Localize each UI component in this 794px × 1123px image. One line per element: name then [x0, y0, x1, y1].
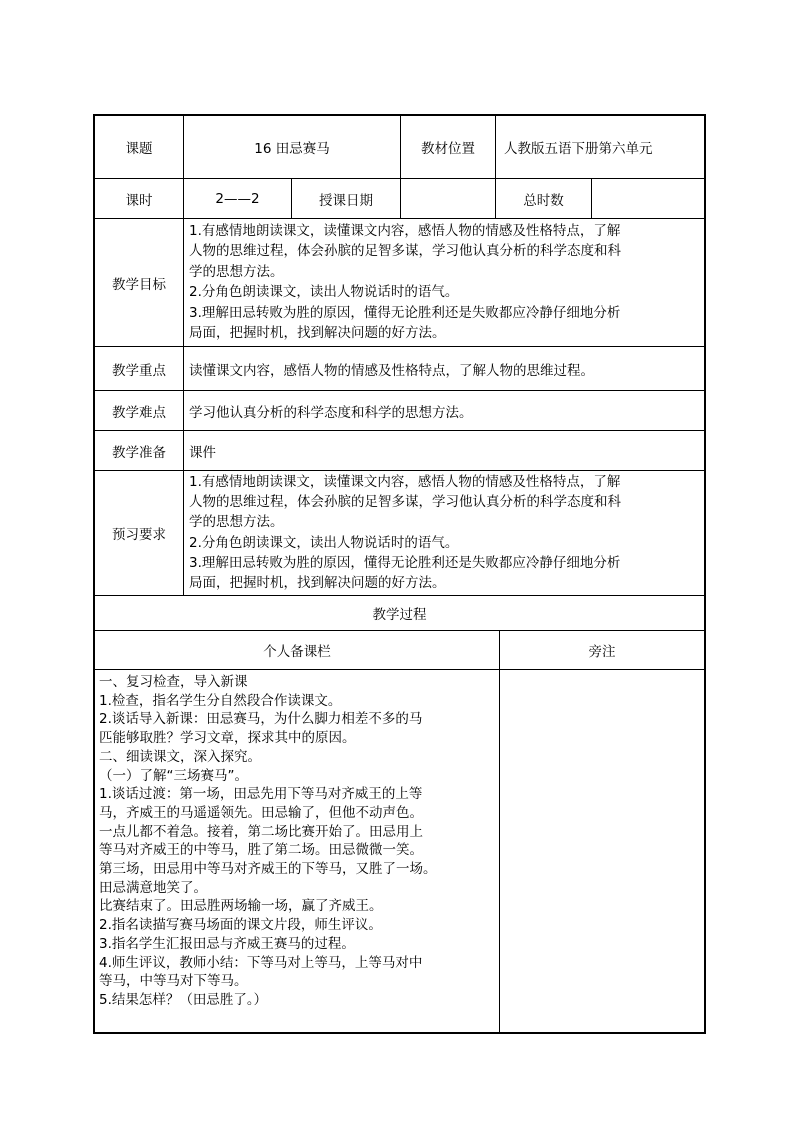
process-line: 3.指名学生汇报田忌与齐威王赛马的过程。 — [99, 935, 355, 952]
goals-line: 人物的思维过程，体会孙膑的足智多谋，学习他认真分析的科学态度和科 — [189, 243, 621, 260]
total-value — [592, 179, 704, 218]
period-value: 2——2 — [215, 190, 260, 207]
key-points-value: 读懂课文内容，感悟人物的情感及性格特点，了解人物的思维过程。 — [189, 362, 594, 379]
goals-line: 学的思想方法。 — [189, 263, 284, 280]
col-main-header: 个人备课栏 — [263, 644, 331, 660]
goals-label: 教学目标 — [112, 276, 166, 293]
process-title: 教学过程 — [372, 607, 427, 623]
topic-label: 课题 — [125, 141, 153, 157]
goals-text — [189, 221, 621, 343]
process-line: 5.结果怎样？（田忌胜了。） — [99, 991, 268, 1008]
preview-line: 学的思想方法。 — [189, 514, 284, 531]
goals-line: 局面，把握时机，找到解决问题的好方法。 — [189, 325, 446, 342]
preview-label: 预习要求 — [112, 527, 166, 543]
process-line: 比赛结束了。田忌胜两场输一场，赢了齐威王。 — [99, 898, 383, 915]
notes-cell — [500, 670, 704, 1032]
process-line: 2.指名读描写赛马场面的课文片段，师生评议。 — [99, 917, 382, 934]
preparation-value: 课件 — [189, 444, 216, 461]
process-line: 田忌满意地笑了。 — [99, 879, 207, 896]
process-line: 一、复习检查，导入新课 — [99, 674, 248, 690]
total-label: 总时数 — [523, 192, 564, 209]
process-line: 马，齐威王的马遥遥领先。田忌输了，但他不动声色。 — [99, 804, 423, 821]
preview-line: 1.有感情地朗读课文，读懂课文内容，感悟人物的情感及性格特点，了解 — [189, 474, 621, 490]
date-label: 授课日期 — [319, 192, 373, 209]
preparation-label: 教学准备 — [112, 444, 166, 461]
goals-line: 2.分角色朗读课文，读出人物说话时的语气。 — [189, 284, 459, 301]
preview-line: 局面，把握时机，找到解决问题的好方法。 — [189, 575, 446, 592]
goals-line: 3.理解田忌转败为胜的原因，懂得无论胜利还是失败都应冷静仔细地分析 — [189, 304, 621, 321]
difficulties-label: 教学难点 — [112, 404, 166, 421]
process-line: 等马，中等马对下等马。 — [99, 973, 248, 990]
process-line: 第三场，田忌用中等马对齐威王的下等马，又胜了一场。 — [99, 861, 437, 878]
process-line: 匹能够取胜？学习文章，探求其中的原因。 — [99, 730, 356, 747]
preview-text — [189, 472, 621, 593]
lesson-plan-table — [93, 114, 706, 1034]
process-line: 1.检查，指名学生分自然段合作读课文。 — [99, 692, 342, 709]
preview-line: 2.分角色朗读课文，读出人物说话时的语气。 — [189, 534, 459, 551]
process-line: 4.师生评议，教师小结：下等马对上等马，上等马对中 — [99, 954, 423, 971]
process-line: 二、细读课文，深入探究。 — [99, 748, 261, 765]
textbook-label: 教材位置 — [421, 141, 475, 157]
preview-line: 3.理解田忌转败为胜的原因，懂得无论胜利还是失败都应冷静仔细地分析 — [189, 554, 621, 571]
textbook-value: 人教版五语下册第六单元 — [504, 141, 653, 157]
process-line: 等马对齐威王的中等马，胜了第二场。田忌微微一笑。 — [99, 842, 423, 859]
key-points-label: 教学重点 — [112, 362, 166, 379]
process-line: 2.谈话导入新课：田忌赛马，为什么脚力相差不多的马 — [99, 711, 423, 728]
difficulties-value: 学习他认真分析的科学态度和科学的思想方法。 — [189, 404, 473, 421]
process-line: （一）了解“三场赛马”。 — [99, 767, 248, 784]
goals-line: 1.有感情地朗读课文，读懂课文内容，感悟人物的情感及性格特点，了解 — [189, 223, 621, 239]
process-text — [99, 673, 437, 1010]
col-notes-header: 旁注 — [588, 644, 616, 660]
preview-line: 人物的思维过程，体会孙膑的足智多谋，学习他认真分析的科学态度和科 — [189, 494, 621, 511]
process-line: 1.谈话过渡：第一场，田忌先用下等马对齐威王的上等 — [99, 786, 423, 803]
date-value — [401, 179, 495, 218]
period-label: 课时 — [125, 192, 153, 209]
topic-value: 16 田忌赛马 — [254, 141, 330, 157]
process-line: 一点儿都不着急。接着，第二场比赛开始了。田忌用上 — [99, 823, 423, 840]
